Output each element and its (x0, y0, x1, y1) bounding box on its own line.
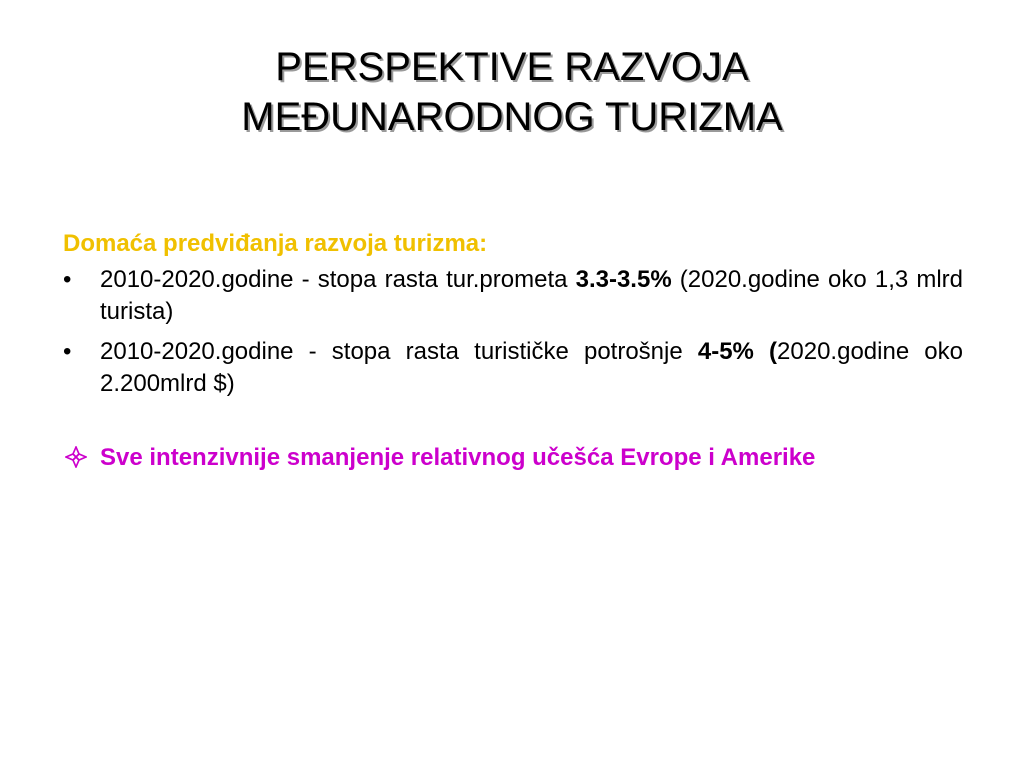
subheading: Domaća predviđanja razvoja turizma: (63, 230, 488, 257)
bullet-bold-value: 3.3-3.5% (575, 266, 672, 293)
slide-title-line-2: MEĐUNARODNOG TURIZMA (241, 95, 783, 139)
highlight-text: Sve intenzivnije smanjenje relativnog učešća Evrope i Amerike (100, 444, 816, 471)
bullet-text-before: 2010-2020.godine - stopa rasta turističke potrošnje (100, 338, 698, 365)
bullet-list (63, 264, 963, 400)
slide-title-line-1: PERSPEKTIVE RAZVOJA (275, 45, 749, 89)
bullet-bold-value: 4-5% ( (697, 338, 778, 365)
bullet-dot-icon: • (63, 338, 72, 365)
slide-title (0, 42, 1024, 142)
bullet-text-before: 2010-2020.godine - stopa rasta tur.prometa (100, 266, 576, 293)
bullet-text (100, 266, 963, 325)
highlight-point (63, 442, 963, 474)
bullet-text-after: (2020.godine oko 1,3 mlrd turista) (100, 266, 963, 325)
diamond-bullet-icon (65, 446, 87, 468)
bullet-text-after: 2020.godine oko 2.200mlrd $) (100, 338, 963, 397)
bullet-dot-icon: • (63, 266, 72, 293)
bullet-item-spending-growth (63, 336, 963, 400)
bullet-text (100, 338, 963, 397)
slide-content (63, 228, 963, 474)
bullet-item-traffic-growth (63, 264, 963, 328)
